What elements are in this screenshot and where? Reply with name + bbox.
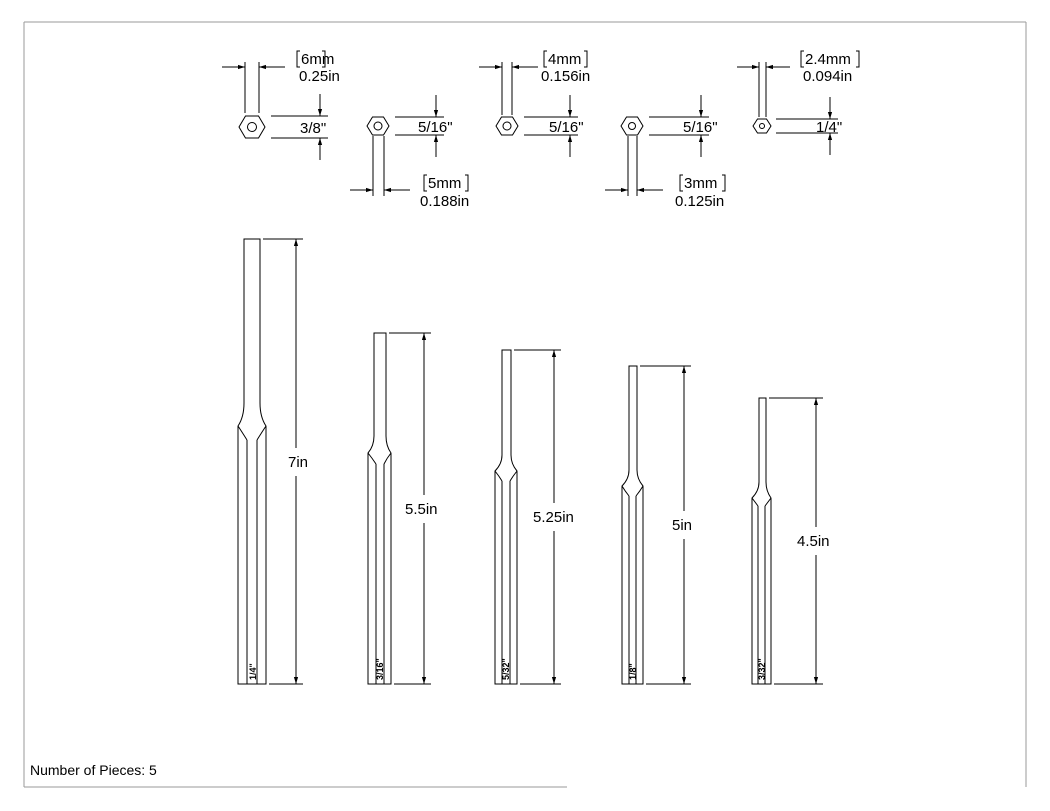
tip-dimension-mm-1: 6mm — [301, 51, 335, 68]
tip-dimension-in-2: 0.188in — [420, 193, 470, 210]
hex-dimension-2: 5/16" — [418, 119, 453, 136]
size-label-2: 3/16" — [375, 658, 385, 680]
punch-5 — [752, 398, 830, 684]
length-label-1: 7in — [288, 454, 309, 471]
tip-dimension-mm-5: 2.4mm — [805, 51, 851, 68]
end-view-1 — [222, 51, 340, 160]
hex-dimension-4: 5/16" — [683, 119, 718, 136]
hex-dimension-5: 1/4" — [816, 119, 843, 136]
length-label-5: 4.5in — [797, 533, 830, 550]
size-label-3: 5/32" — [501, 658, 511, 680]
end-view-5 — [737, 51, 859, 155]
tip-dimension-in-3: 0.156in — [541, 68, 591, 85]
length-label-4: 5in — [672, 517, 693, 534]
tip-dimension-mm-2: 5mm — [428, 175, 462, 192]
tip-dimension-in-4: 0.125in — [675, 193, 725, 210]
piece-count-note: Number of Pieces: 5 — [30, 762, 157, 778]
tip-dimension-in-1: 0.25in — [299, 68, 340, 85]
tip-dimension-in-5: 0.094in — [803, 68, 853, 85]
punch-1 — [238, 239, 308, 684]
size-label-4: 1/8" — [628, 663, 638, 680]
size-label-1: 1/4" — [248, 663, 258, 680]
punch-3 — [495, 350, 574, 684]
end-view-4 — [605, 95, 725, 210]
sheet-frame — [24, 22, 1026, 787]
tip-dimension-mm-4: 3mm — [684, 175, 718, 192]
tip-dimension-mm-3: 4mm — [548, 51, 582, 68]
length-label-3: 5.25in — [533, 509, 574, 526]
end-view-3 — [479, 51, 590, 157]
hex-dimension-1: 3/8" — [300, 120, 327, 137]
punch-2 — [368, 333, 438, 684]
length-label-2: 5.5in — [405, 501, 438, 518]
size-label-5: 3/32" — [757, 658, 767, 680]
end-view-2 — [350, 95, 469, 210]
punch-4 — [622, 366, 692, 684]
hex-dimension-3: 5/16" — [549, 119, 584, 136]
